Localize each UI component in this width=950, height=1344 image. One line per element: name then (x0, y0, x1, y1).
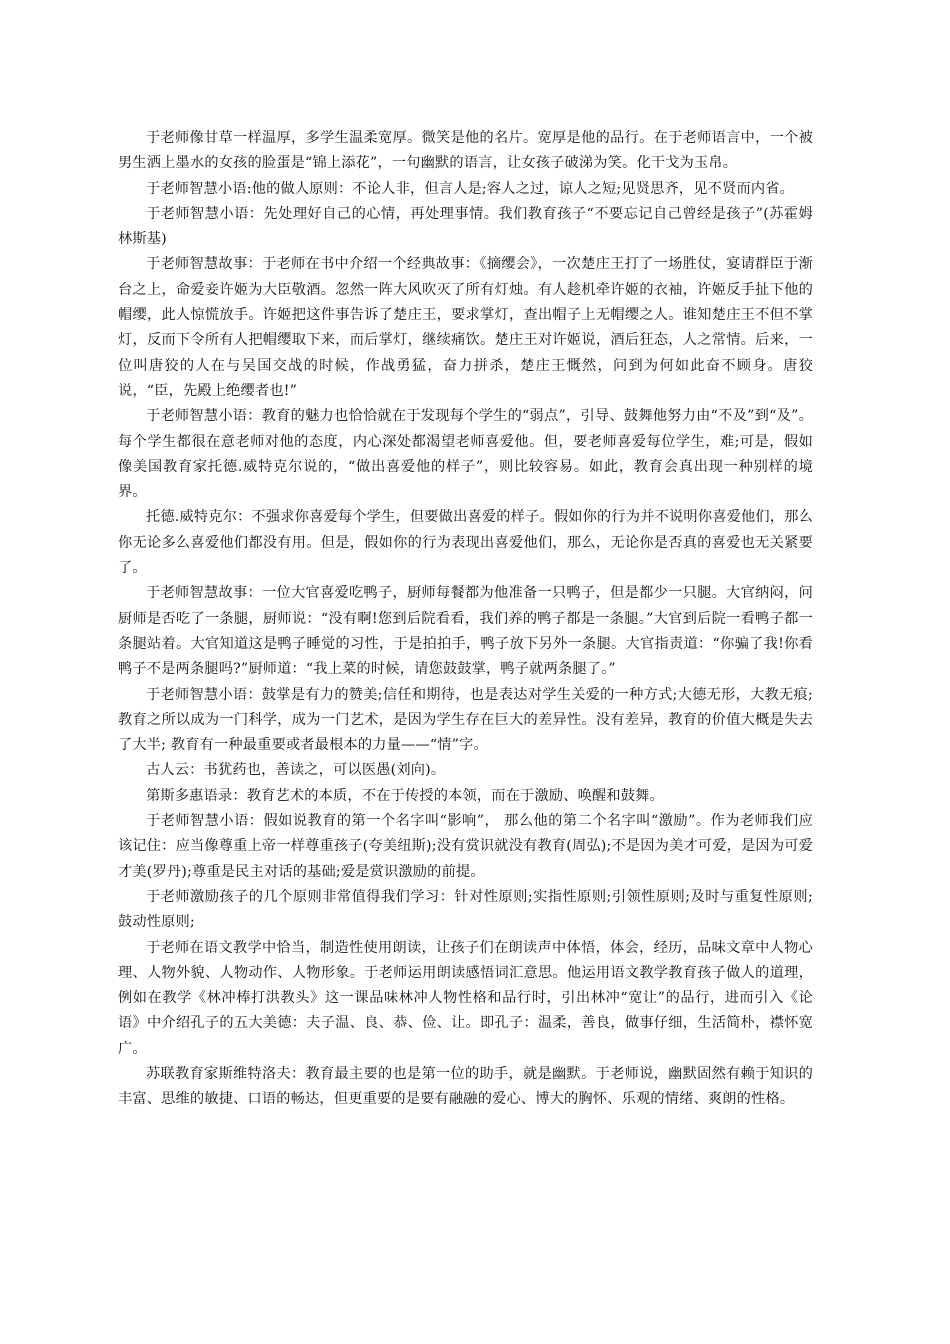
paragraph: 于老师像甘草一样温厚，多学生温柔宽厚。微笑是他的名片。宽厚是他的品行。在于老师语言中，一个被男生洒上墨水的女孩的脸蛋是“锦上添花”，一句幽默的语言，让女孩子破涕为笑。化干戈为玉帛。 (118, 130, 813, 172)
paragraph: 于老师智慧小语：假如说教育的第一个名字叫“影响”， 那么他的第二个名字叫“激励”。作为老师我们应该记住：应当像尊重上帝一样尊重孩子(夸美纽斯);没有赏识就没有教育(周弘);不是因为美才可爱，是因为可爱才美(罗丹);尊重是民主对话的基础;爱是赏识激励的前提。 (118, 813, 813, 880)
paragraph: 于老师智慧小语：教育的魅力也恰恰就在于发现每个学生的“弱点”，引导、鼓舞他努力由“不及”到“及”。每个学生都很在意老师对他的态度，内心深处都渴望老师喜爱他。但，要老师喜爱每位学生，难;可是，假如像美国教育家托德.威特克尔说的，“做出喜爱他的样子”，则比较容易。如此，教育会真出现一种别样的境界。 (118, 408, 813, 501)
paragraph: 托德.威特克尔：不强求你喜爱每个学生，但要做出喜爱的样子。假如你的行为并不说明你喜爱他们，那么你无论多么喜爱他们都没有用。但是，假如你的行为表现出喜爱他们，那么，无论你是否真的喜爱也无关紧要了。 (118, 509, 813, 577)
paragraph: 第斯多惠语录：教育艺术的本质，不在于传授的本领，而在于激励、唤醒和鼓舞。 (146, 787, 664, 804)
paragraph: 于老师智慧小语：先处理好自己的心情，再处理事情。我们教育孩子“不要忘记自己曾经是孩子”(苏霍姆林斯基) (118, 205, 813, 248)
paragraph: 苏联教育家斯维特洛夫：教育最主要的也是第一位的助手，就是幽默。于老师说，幽默固然有赖于知识的丰富、思维的敏捷、口语的畅达，但更重要的是要有融融的爱心、博大的胸怀、乐观的情绪、爽朗的性格。 (118, 1065, 813, 1108)
paragraph: 于老师激励孩子的几个原则非常值得我们学习：针对性原则;实指性原则;引领性原则;及时与重复性原则;鼓动性原则; (118, 888, 813, 931)
paragraph: 于老师智慧小语:他的做人原则：不论人非，但言人是;容人之过，谅人之短;见贤思齐，见不贤而内省。 (146, 180, 794, 197)
paragraph: 于老师智慧小语：鼓掌是有力的赞美;信任和期待，也是表达对学生关爱的一种方式;大德无形，大教无痕;教育之所以成为一门科学，成为一门艺术，是因为学生存在巨大的差异性。没有差异，教育的价值大概是失去了大半; 教育有一种最重要或者最根本的力量——“情”字。 (118, 686, 813, 754)
document-body (118, 126, 813, 1113)
paragraph: 于老师智慧故事：于老师在书中介绍一个经典故事：《摘缨会》，一次楚庄王打了一场胜仗，宴请群臣于渐台之上，命爱妾许姬为大臣敬酒。忽然一阵大风吹灭了所有灯烛。有人趁机牵许姬的衣袖，许姬反手扯下他的帽缨，此人惊慌放手。许姬把这件事告诉了楚庄王，要求掌灯，查出帽子上无帽缨之人。谁知楚庄王不但不掌灯，反而下令所有人把帽缨取下来，而后掌灯，继续痛饮。楚庄王对许姬说，酒后狂态，人之常情。后来，一位叫唐狡的人在与吴国交战的时候，作战勇猛，奋力拼杀，楚庄王慨然，问到为何如此奋不顾身。唐狡说，“臣，先殿上绝缨者也!” (118, 256, 813, 399)
paragraph: 古人云：书犹药也，善读之，可以医愚(刘向)。 (146, 762, 446, 779)
paragraph: 于老师在语文教学中恰当，制造性使用朗读，让孩子们在朗读声中体悟，体会，经历，品味文章中人物心理、人物外貌、人物动作、人物形象。于老师运用朗读感悟词汇意思。他运用语文教学教育孩子做人的道理，例如在教学《林冲棒打洪教头》这一课品味林冲人物性格和品行时，引出林冲“宽让”的品行，进而引入《论语》中介绍孔子的五大美德：夫子温、良、恭、俭、让。即孔子：温柔，善良，做事仔细，生活简朴，襟怀宽广。 (118, 939, 813, 1057)
paragraph: 于老师智慧故事：一位大官喜爱吃鸭子，厨师每餐都为他准备一只鸭子，但是都少一只腿。大官纳闷，问厨师是否吃了一条腿，厨师说：“没有啊!您到后院看看，我们养的鸭子都是一条腿。”大官到后院一看鸭子都一条腿站着。大官知道这是鸭子睡觉的习性，于是拍拍手，鸭子放下另外一条腿。大官指责道：“你骗了我!你看鸭子不是两条腿吗?”厨师道：“我上菜的时候，请您鼓鼓掌，鸭子就两条腿了。” (118, 585, 813, 678)
